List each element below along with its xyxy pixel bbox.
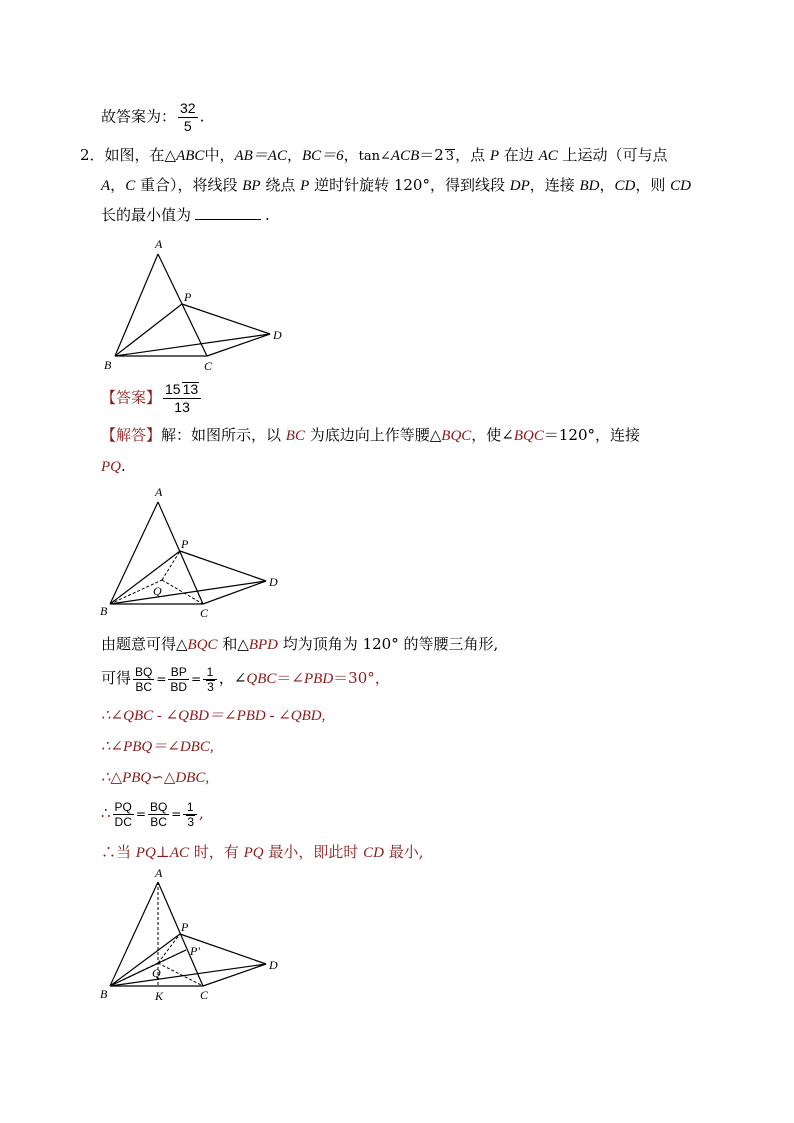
answer-line	[101, 381, 203, 416]
problem-line-3: 长的最小值为 .	[101, 206, 270, 224]
figure-3	[100, 868, 300, 1008]
step-1: 由题意可得△BQC 和△BPD 均为顶角为 120° 的等腰三角形,	[101, 635, 499, 653]
solution-line-1: 【解答】解：如图所示，以 BC 为底边向上作等腰△BQC，使∠BQC＝120°，连接	[101, 426, 640, 444]
label-k: K	[155, 989, 164, 1003]
label-b: B	[100, 604, 108, 618]
edge-bd	[110, 581, 266, 604]
step-6: ∴ $\frac{PQ}{DC}$ = $\frac{BQ}{BC}$ = $\frac{1}{3}$ ,	[101, 799, 204, 829]
edge-cd	[203, 581, 266, 604]
label-a: A	[155, 485, 163, 499]
problem-line-1: 2．如图，在△ABC中，AB＝AC，BC＝6，tan∠ACB＝2 3，点 P 在边 AC 上运动（可与点	[80, 146, 668, 164]
label-a: A	[155, 866, 163, 880]
edge-pq	[162, 551, 180, 580]
problem-line-2: A，C 重合），将线段 BP 绕点 P 逆时针旋转 120°，得到线段 DP，连接 BD，CD，则 CD	[101, 176, 691, 194]
edge-pd	[182, 304, 270, 334]
step-4: ∴∠PBQ＝∠DBC,	[101, 739, 214, 755]
figure-2	[100, 484, 300, 624]
prev-answer-label: 故答案为：	[101, 107, 177, 126]
edge-ab	[115, 254, 158, 356]
label-p: P	[181, 537, 189, 551]
edge-ac	[158, 254, 207, 356]
prev-answer-line: 故答案为： $\frac{32}{5}$ .	[101, 100, 205, 134]
label-b: B	[104, 358, 112, 372]
edge-cd	[203, 964, 266, 986]
edge-ab	[110, 882, 158, 986]
label-q: Q	[152, 966, 161, 980]
label-d: D	[269, 958, 278, 972]
label-c: C	[200, 988, 209, 1002]
step-7: ∴当 PQ⊥AC 时，有 PQ 最小，即此时 CD 最小,	[101, 843, 424, 861]
label-a: A	[155, 237, 163, 251]
label-p: P	[184, 290, 192, 304]
edge-cd	[207, 334, 270, 356]
label-c: C	[204, 359, 213, 373]
label-p-prime: P′	[190, 944, 200, 958]
edge-qc	[158, 963, 203, 986]
label-d: D	[269, 575, 278, 589]
label-b: B	[100, 987, 108, 1001]
prev-answer-fraction: $\frac{32}{5}$	[180, 100, 196, 134]
problem-number: 2．	[80, 146, 105, 164]
answer-fraction: $\frac{15 13}{13}$	[163, 381, 201, 416]
step-5: ∴△PBQ∽△DBC,	[101, 770, 210, 786]
solution-line-2: PQ.	[101, 457, 126, 475]
edge-bp	[110, 551, 180, 604]
solution-label: 【解答】	[101, 426, 162, 444]
edge-ab	[110, 502, 158, 604]
label-c: C	[200, 606, 209, 620]
label-p: P	[181, 920, 189, 934]
edge-pd	[180, 551, 266, 581]
figure-1	[100, 236, 300, 376]
edge-ac	[158, 502, 203, 604]
edge-qc	[162, 580, 203, 604]
answer-label: 【答案】	[101, 388, 162, 407]
step-2: 可得 $\frac{BQ}{BC}$ = $\frac{BP}{BD}$ = $\frac{1}{3}$ ，∠QBC＝∠PBD＝30°，	[101, 664, 390, 694]
label-d: D	[273, 328, 282, 342]
answer-blank	[195, 205, 261, 220]
step-3: ∴∠QBC - ∠QBD＝∠PBD - ∠QBD,	[101, 708, 326, 724]
label-q: Q	[153, 584, 162, 598]
